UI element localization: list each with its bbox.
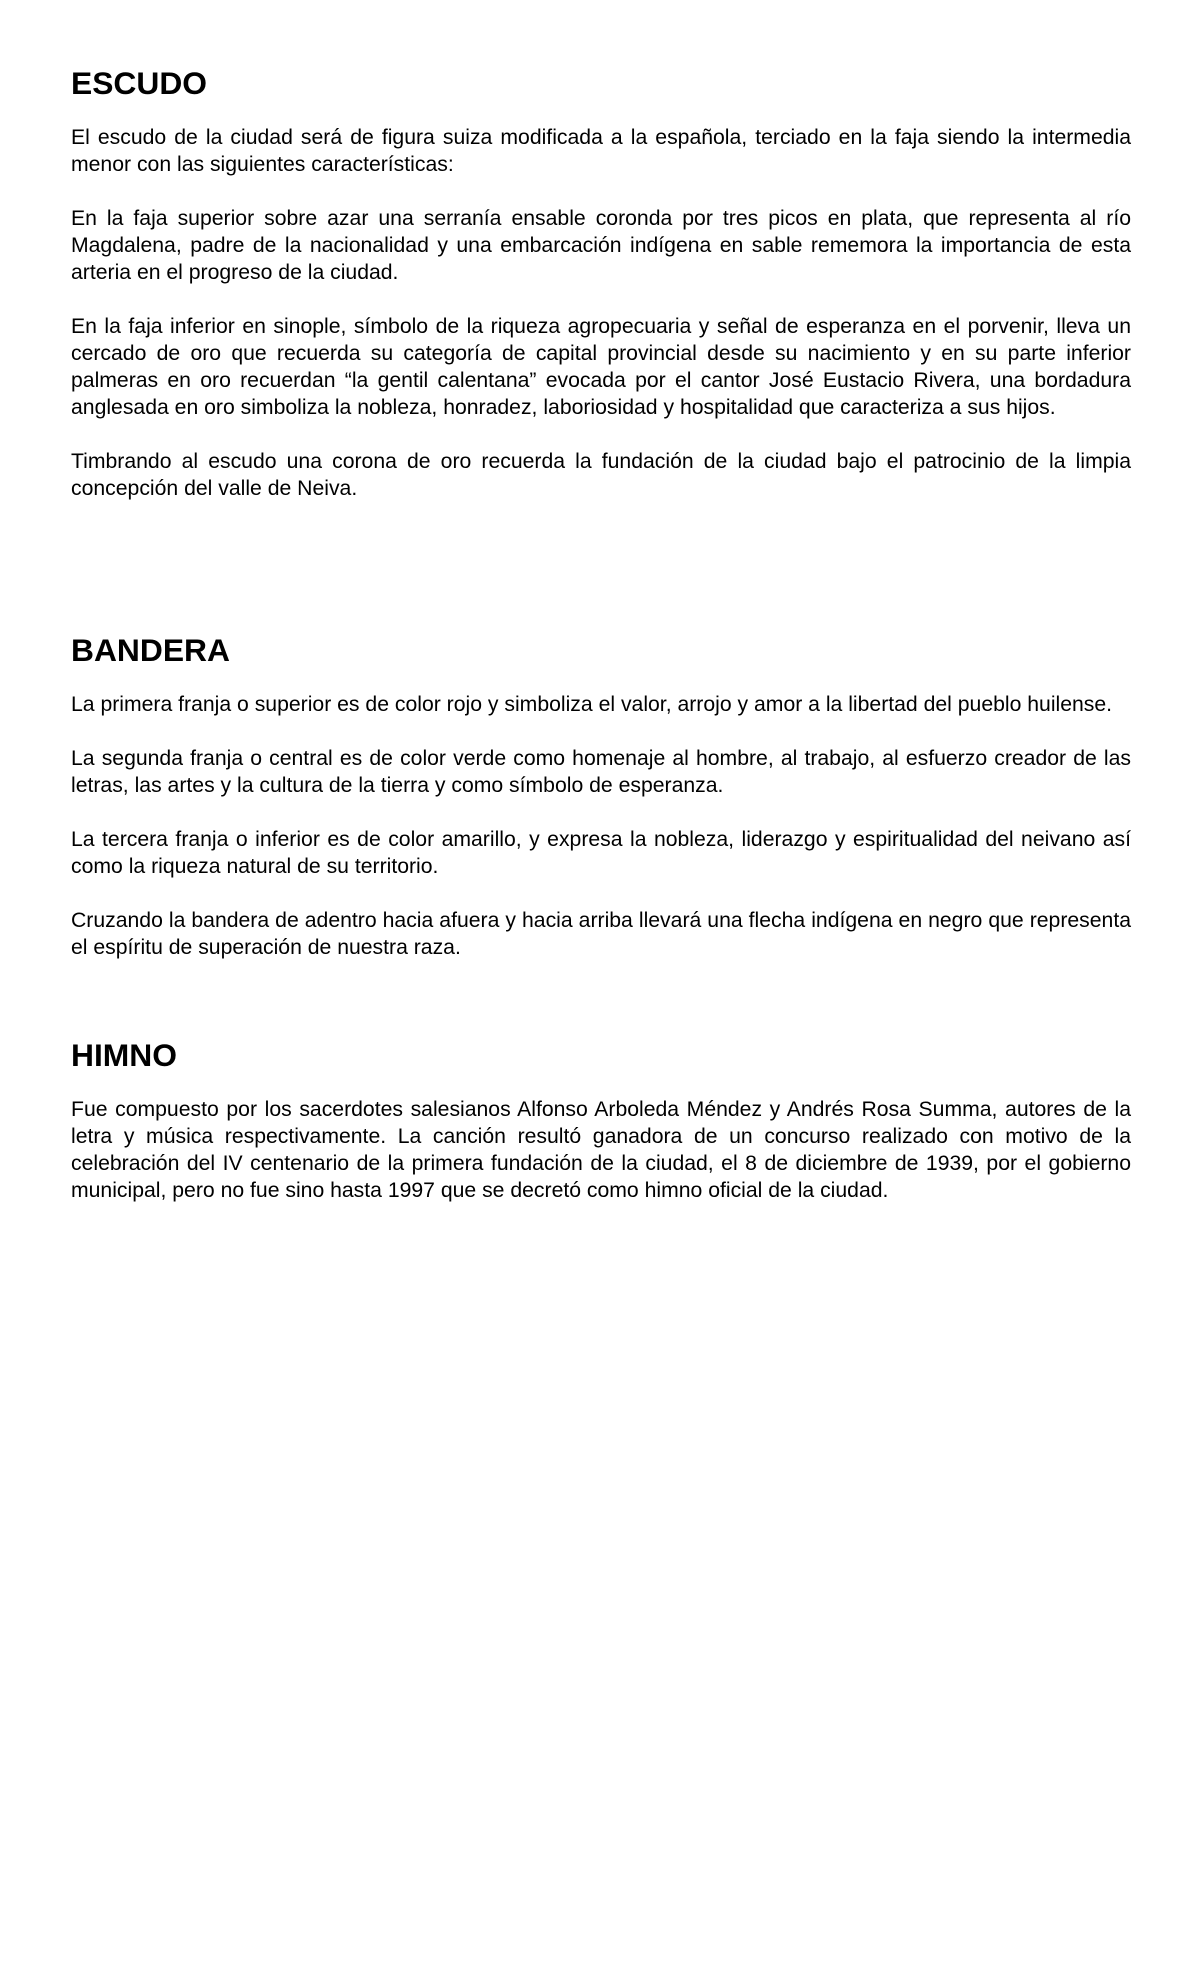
bandera-paragraph-2: La segunda franja o central es de color verde como homenaje al hombre, al trabajo, al esfuerzo creador de las letras, las artes y la cultura de la tierra y como símbolo de esperanza.	[71, 747, 1131, 797]
bandera-paragraph-1: La primera franja o superior es de color rojo y simboliza el valor, arrojo y amor a la libertad del pueblo huilense.	[71, 693, 1113, 716]
escudo-paragraph-4: Timbrando al escudo una corona de oro recuerda la fundación de la ciudad bajo el patrocinio de la limpia concepción del valle de Neiva.	[71, 450, 1131, 500]
section-heading-himno: HIMNO	[71, 1037, 177, 1073]
escudo-paragraph-1: El escudo de la ciudad será de figura suiza modificada a la española, terciado en la faja siendo la intermedia menor con las siguientes características:	[71, 126, 1131, 176]
bandera-paragraph-4: Cruzando la bandera de adentro hacia afuera y hacia arriba llevará una flecha indígena en negro que representa el espíritu de superación de nuestra raza.	[71, 909, 1131, 959]
section-escudo	[71, 65, 1131, 502]
section-himno	[71, 1037, 1131, 1204]
himno-paragraph-1: Fue compuesto por los sacerdotes salesianos Alfonso Arboleda Méndez y Andrés Rosa Summa, autores de la letra y música respectivamente. La canción resultó ganadora de un concurso realizado con motivo de la celebración del IV centenario de la primera fundación de la ciudad, el 8 de diciembre de 1939, por el gobierno municipal, pero no fue sino hasta 1997 que se decretó como himno oficial de la ciudad.	[71, 1098, 1131, 1202]
escudo-paragraph-2: En la faja superior sobre azar una serranía ensable coronda por tres picos en plata, que representa al río Magdalena, padre de la nacionalidad y una embarcación indígena en sable rememora la importancia de esta arteria en el progreso de la ciudad.	[71, 207, 1131, 284]
section-bandera	[71, 632, 1131, 961]
document-body	[71, 65, 1131, 1204]
escudo-paragraph-3: En la faja inferior en sinople, símbolo de la riqueza agropecuaria y señal de esperanza en el porvenir, lleva un cercado de oro que recuerda su categoría de capital provincial desde su nacimiento y en su parte inferior palmeras en oro recuerdan “la gentil calentana” evocada por el cantor José Eustacio Rivera, una bordadura anglesada en oro simboliza la nobleza, honradez, laboriosidad y hospitalidad que caracteriza a sus hijos.	[71, 315, 1131, 419]
section-heading-escudo: ESCUDO	[71, 65, 208, 101]
bandera-paragraph-3: La tercera franja o inferior es de color amarillo, y expresa la nobleza, liderazgo y espiritualidad del neivano así como la riqueza natural de su territorio.	[71, 828, 1131, 878]
section-heading-bandera: BANDERA	[71, 632, 230, 668]
